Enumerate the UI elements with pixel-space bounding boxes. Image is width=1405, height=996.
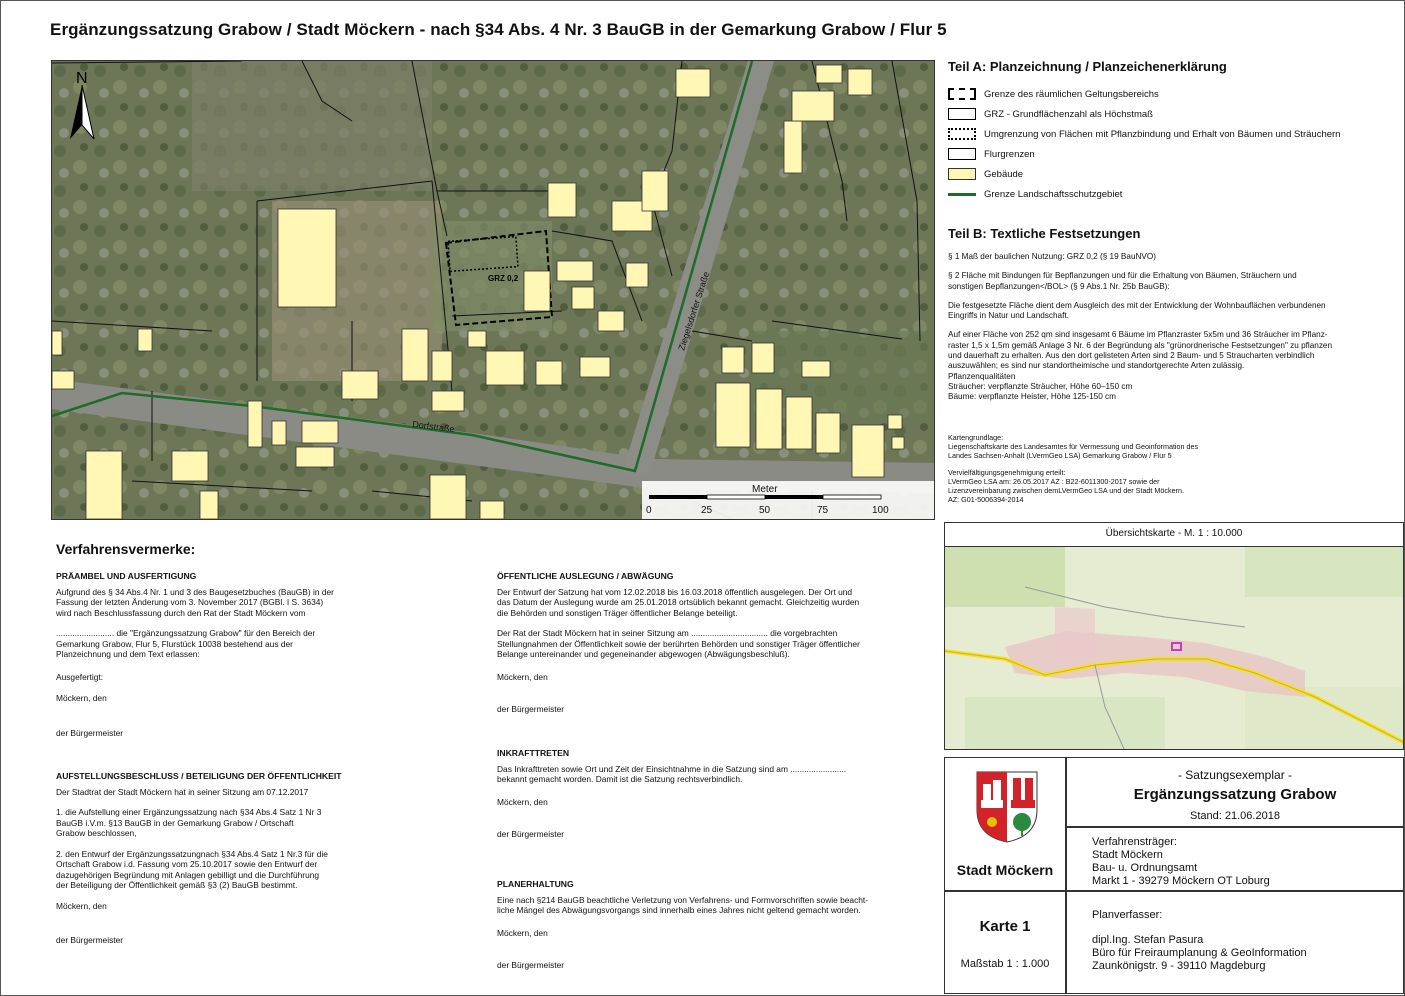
scale-tick: 50 [759,505,771,516]
legend-symbol-grz [948,108,976,120]
section-aufstellung: AUFSTELLUNGSBESCHLUSS / BETEILIGUNG DER ÖFFENTLICHKEIT Der Stadtrat der Stadt Möckern hat in seiner Sitzung am 07.12.2017 1. die Aufstellung einer Ergänzungssatzung nach §34 Abs.4 Satz 1 Nr 3 BauGB i.V.m. §13 BauGB in der Gemarkung Grabow / Ortschaft Grabow beschlossen, 2. den Entwurf der Ergänzungssatzungnach §34 Abs.4 Satz 1 Nr.3 für die Ortschaft Grabow i.d. Fassung vom 25.10.2017 sowie den Entwurf der dazugehörigen Begründung mit Anlagen gebilligt und die Durchführung der Beteiligung der Öffentlichkeit gemäß §3 (2) BauGB bestimmt. Möckern, den der Bürgermeister [56,771,342,945]
legend-item: Flurgrenzen [948,144,1388,164]
street-label-ziegelsdorfer: Ziegelsdorfer Straße [676,270,712,352]
legend-symbol-gebaeude [948,168,976,180]
massstab-label: Maßstab 1 : 1.000 [960,958,1050,970]
section-auslegung: ÖFFENTLICHE AUSLEGUNG / ABWÄGUNG Der Entwurf der Satzung hat vom 12.02.2018 bis 16.03.2018 öffentlich ausgelegen. Der Ort und das Datum der Auslegung wurde am 25.01.2018 ortsüblich bekannt gemacht. Gleichzeitig wurden die Behörden und sonstigen Träger öffentlicher Belange beteiligt. Der Rat der Stadt Möckern hat in seiner Sitzung am ................................. die vorgebrachten Stellungnahmen der Öffentlichkeit sowie der berührten Behörden und sonstiger Träger öffentlicher Belange untereinander und gegeneinander abgewogen (Abwägungsbeschluß). Möckern, den der Bürgermeister [497,571,860,714]
page-title: Ergänzungssatzung Grabow / Stadt Möckern - nach §34 Abs. 4 Nr. 3 BauGB in der Gemarkung Grabow / Flur 5 [50,20,947,39]
legend-item: GRZ - Grundflächenzahl als Höchstmaß [948,104,1388,124]
coat-of-arms [975,770,1039,849]
titleblock-verfasser: Planverfasser: dipl.Ing. Stefan Pasura Büro für Freiraumplanung & GeoInformation Zaunkönigstr. 9 - 39110 Magdeburg [1066,891,1404,994]
titleblock-karte [944,891,1066,994]
legend-symbol-lsg [948,193,976,196]
north-label: N [76,70,88,87]
plan-map [51,60,935,520]
overview-map-drawing [945,547,1404,750]
scale-tick: 0 [646,505,652,516]
titleblock-city [944,757,1066,891]
plan-map-drawing [52,61,934,519]
teil-b-title: Teil B: Textliche Festsetzungen [948,226,1141,241]
legend-symbol-flurgrenzen [948,148,976,160]
titleblock-name: - Satzungsexemplar - Ergänzungssatzung Grabow Stand: 21.06.2018 [1066,757,1404,827]
legend-item: Grenze Landschaftsschutzgebiet [948,184,1388,204]
karte-label: Karte 1 [979,918,1031,935]
legend-symbol-pflanzbindung [948,128,976,140]
city-name: Stadt Möckern [956,862,1054,878]
kartengrundlage: Kartengrundlage: Liegenschaftskarte des Landesamtes für Vermessung und Geoinformation des Landes Sachsen-Anhalt (LVermGeo LSA) Gemarkung Grabow / Flur 5 Vervielfältigungsgenehmigung erteilt: LVermGeo LSA am: 26.05.2017 AZ : B22-6011300-2017 sowie der Lizenzvereinbarung zwischen demLVermGeo LSA und der Stadt Möckern. AZ: G01-5006394-2014 [948,433,1199,504]
legend-item: Gebäude [948,164,1388,184]
scale-tick: 75 [817,505,829,516]
legend [948,84,1388,204]
scale-tick: 25 [701,505,713,516]
teil-b-text: § 1 Maß der baulichen Nutzung: GRZ 0,2 (§ 19 BauNVO) § 2 Fläche mit Bindungen für Bepflanzungen und für die Erhaltung von Bäumen, Sträuchern und sonstigen Bepflanzungen</BOL> (§ 9 Abs.1 Nr. 25b BauGB): Die festgesetzte Fläche dient dem Ausgleich des mit der Entwicklung der Wohnbauflächen verbundenen Eingriffs in Natur und Landschaft. Auf einer Fläche von 252 qm sind insgesamt 6 Bäume im Pflanzraster 5x5m und 36 Sträucher im Pflanz- raster 1,5 x 1,5m gemäß Anlage 3 Nr. 6 der Begründung als "grünordnerische Festsetzungen" zu pflanzen und dauerhaft zu erhalten. Aus den dort gelisteten Arten sind 2 Baum- und 5 Straucharten verbindlich auszuwählen; es sind nur standortheimische und standortgerechte Arten zulässig. Pflanzenqualitäten Sträucher: verpflanzte Sträucher, Höhe 60–150 cm Bäume: verpflanzte Heister, Höhe 125-150 cm [948,252,1333,402]
section-inkrafttreten: INKRAFTTRETEN Das Inkrafttreten sowie Ort und Zeit der Einsichtnahme in die Satzung sind am ........................ bekannt gemacht worden. Damit ist die Satzung rechtsverbindlich. Möckern, den der Bürgermeister [497,748,847,839]
teil-a-title: Teil A: Planzeichnung / Planzeichenerklärung [948,59,1227,74]
scale-tick: 100 [872,505,889,516]
grz-label: GRZ 0,2 [488,274,519,283]
section-praeambel: PRÄAMBEL UND AUSFERTIGUNG Aufgrund des § 34 Abs.4 Nr. 1 und 3 des Baugesetzbuches (BauGB) in der Fassung der letzten Änderung vom 3. November 2017 (BGBl. I S. 3634) wird nach Beschlussfassung durch den Rat der Stadt Möckern vom ......................... die "Ergänzungssatzung Grabow" für den Bereich der Gemarkung Grabow, Flur 5, Flurstück 10038 bestehend aus der Planzeichnung und dem Text erlassen: Ausgefertigt: Möckern, den der Bürgermeister [56,571,334,738]
scale-unit: Meter [752,484,778,495]
street-label-dorfstrasse: Dorfstraße [411,419,456,435]
legend-symbol-geltungsbereich [948,88,976,100]
scale-bar [649,495,881,499]
verfahren-title: Verfahrensvermerke: [56,541,196,557]
section-planerhaltung: PLANERHALTUNG Eine nach §214 BauGB beachtliche Verletzung von Verfahrens- und Formvorschriften sowie beacht- liche Mängel des Abwägungsvorgangs sind innerhalb eines Jahres nicht geltend gemacht worden. Möckern, den der Bürgermeister [497,879,869,970]
legend-item: Umgrenzung von Flächen mit Pflanzbindung und Erhalt von Bäumen und Sträuchern [948,124,1388,144]
legend-item: Grenze des räumlichen Geltungsbereichs [948,84,1388,104]
titleblock-traeger: Verfahrensträger: Stadt Möckern Bau- u. Ordnungsamt Markt 1 - 39279 Möckern OT Loburg [1066,827,1404,891]
overview-header: Übersichtskarte - M. 1 : 10.000 [944,522,1404,546]
overview-map [944,546,1404,750]
